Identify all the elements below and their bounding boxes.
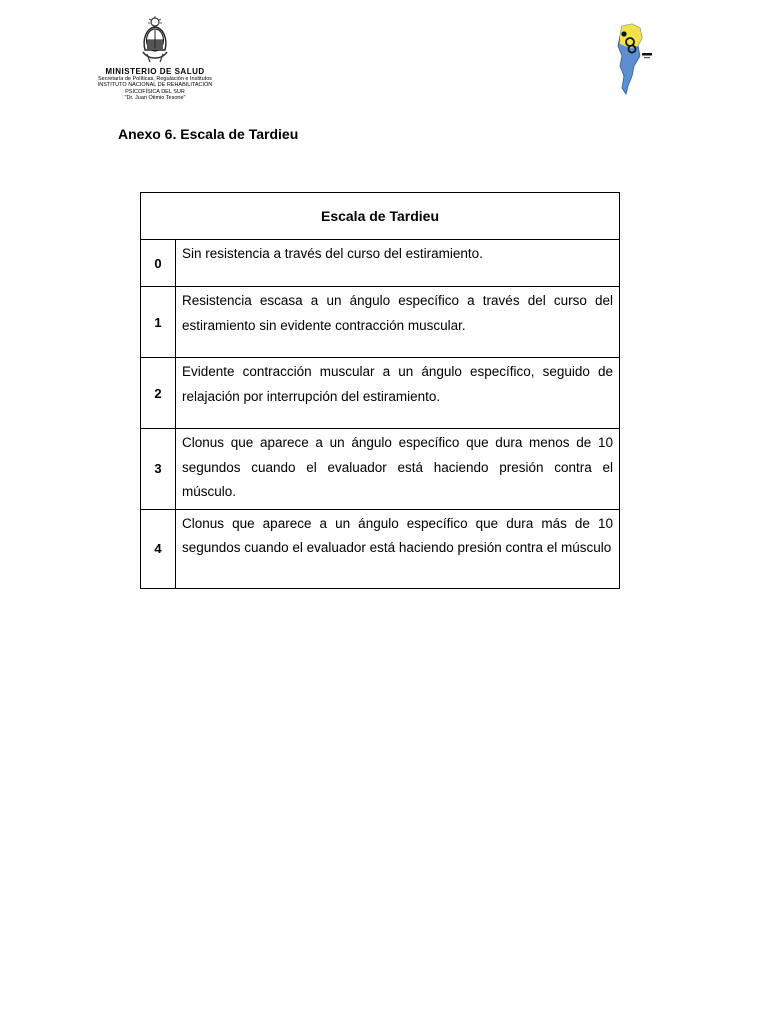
- score-cell: 3: [141, 429, 176, 510]
- score-cell: 4: [141, 509, 176, 588]
- description-cell: Resistencia escasa a un ángulo específico a través del curso del estiramiento sin evidente contracción muscular.: [176, 287, 620, 358]
- table-row: [141, 429, 620, 510]
- score-cell: 2: [141, 358, 176, 429]
- table-row: [141, 287, 620, 358]
- description-cell: Evidente contracción muscular a un ángulo específico, seguido de relajación por interrupción del estiramiento.: [176, 358, 620, 429]
- table-row: [141, 509, 620, 588]
- ministry-subtitle-4: "Dr. Juan Otimio Tesone": [124, 94, 186, 101]
- coat-of-arms-icon: [138, 16, 172, 66]
- table-header: Escala de Tardieu: [141, 193, 620, 240]
- description-cell: Clonus que aparece a un ángulo específico que dura más de 10 segundos cuando el evaluador está haciendo presión contra el músculo: [176, 509, 620, 588]
- description-cell: Clonus que aparece a un ángulo específico que dura menos de 10 segundos cuando el evaluador está haciendo presión contra el músculo.: [176, 429, 620, 510]
- table-header-row: [141, 193, 620, 240]
- ministry-subtitle-1: Secretaría de Políticas, Regulación e Institutos: [97, 76, 213, 82]
- ministry-subtitle-3: PSICOFÍSICA DEL SUR: [125, 88, 185, 95]
- ministry-name: MINISTERIO DE SALUD: [105, 67, 205, 76]
- ministry-header: [80, 16, 230, 101]
- ministry-subtitle-2: INSTITUTO NACIONAL DE REHABILITACIÓN: [97, 82, 213, 89]
- table-row: [141, 240, 620, 287]
- score-cell: 0: [141, 240, 176, 287]
- section-title: Anexo 6. Escala de Tardieu: [118, 126, 299, 142]
- argentina-map-logo-icon: [610, 22, 658, 96]
- tardieu-scale-table: [140, 192, 620, 589]
- score-cell: 1: [141, 287, 176, 358]
- table-row: [141, 358, 620, 429]
- description-cell: Sin resistencia a través del curso del estiramiento.: [176, 240, 620, 287]
